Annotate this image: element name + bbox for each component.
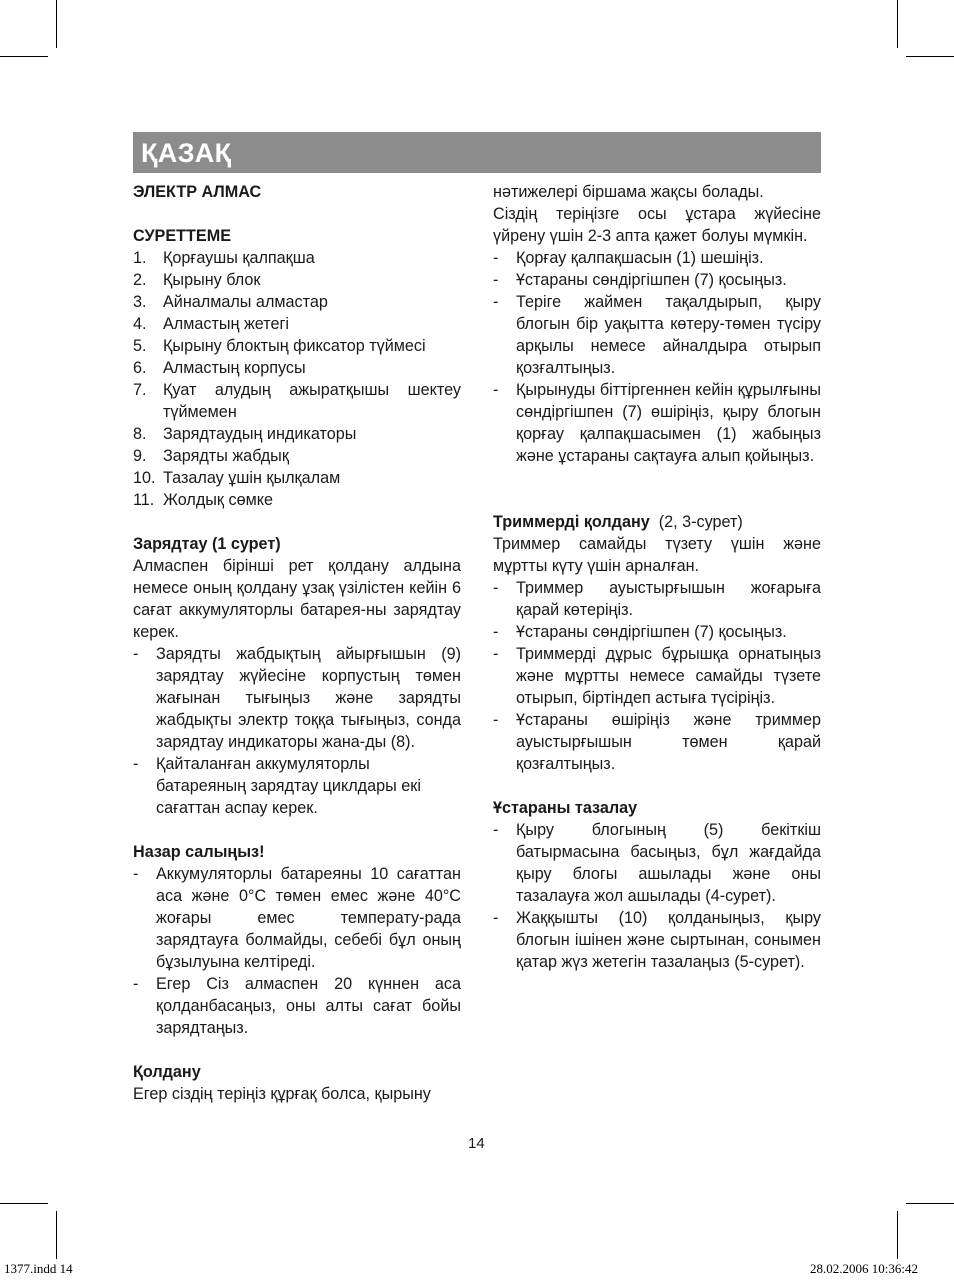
use-heading: Қолдану [133, 1063, 201, 1081]
description-heading: СУРЕТТЕМЕ [133, 227, 231, 245]
crop-mark [897, 0, 898, 48]
list-item: - Аккумуляторлы батареяны 10 сағаттан аса және 0°С төмен емес және 40°С жоғары емес температу-рада зарядтауға болмайды, себебі бұл оның бұзылуына келтіреді. [133, 865, 461, 971]
list-item: - Қайталанған аккумуляторлы батареяның зарядтау циклдары екі сағаттан аспау керек. [133, 755, 421, 817]
charging-text: Алмаспен бірінші рет қолдану алдына немесе оның қолдану ұзақ үзілістен кейін 6 сағат аккумуляторлы батарея-ны зарядтау керек. [133, 557, 461, 641]
section-title: ҚАЗАҚ [141, 138, 232, 168]
cleaning-list [493, 819, 821, 973]
trimmer-text: Триммер самайды түзету үшін және мұртты күту үшін арналған. [493, 535, 821, 575]
print-slug-file: 1377.indd 14 [4, 1261, 73, 1276]
list-item: - Егер Сіз алмаспен 20 күннен аса қолданбасаңыз, оны алты сағат бойы зарядтаңыз. [133, 975, 461, 1037]
crop-mark [0, 1203, 48, 1204]
trimmer-list [493, 577, 821, 775]
charging-heading: Зарядтау (1 сурет) [133, 535, 281, 553]
list-item: 9. Зарядты жабдық [133, 447, 289, 465]
trimmer-heading: Триммерді қолдану [493, 513, 650, 531]
list-item: 2. Қырыну блок [133, 271, 261, 289]
list-item: - Қыру блогының (5) бекіткіш батырмасына басыңыз, бұл жағдайда қыру блогы ашылады және оны тазалауға жол ашылады (4-сурет). [493, 821, 821, 905]
list-item: 4. Алмастың жетегі [133, 315, 289, 333]
left-column [133, 181, 461, 1105]
list-item: 1. Қорғаушы қалпақша [133, 249, 315, 267]
list-item: 6. Алмастың корпусы [133, 359, 306, 377]
cleaning-heading: Ұстараны тазалау [493, 799, 638, 817]
page-number: 14 [468, 1135, 485, 1152]
use-text-continued: нәтижелері біршама жақсы болады. [493, 183, 764, 201]
list-item: - Триммерді дұрыс бұрышқа орнатыңыз және мұртты немесе самайды түзете отырып, біртіндеп астыға түсіріңіз. [493, 645, 821, 707]
list-item: - Ұстараны өшіріңіз және триммер ауыстырғышын төмен қарай қозғалтыңыз. [493, 711, 821, 773]
list-item: - Ұстараны сөндіргішпен (7) қосыңыз. [493, 623, 787, 641]
list-item: 8. Зарядтаудың индикаторы [133, 425, 357, 443]
print-slug-date: 28.02.2006 10:36:42 [810, 1261, 918, 1276]
crop-mark [56, 0, 57, 48]
attention-list [133, 863, 461, 1039]
list-item: - Қорғау қалпақшасын (1) шешіңіз. [493, 249, 764, 267]
list-item: - Теріге жаймен тақалдырып, қыру блогын бір уақытта көтеру-төмен түсіру арқылы немесе айналдыра отырып қозғалтыңыз. [493, 293, 821, 377]
list-item: - Триммер ауыстырғышын жоғарыға қарай көтеріңіз. [493, 579, 821, 619]
list-item: - Қырынуды біттіргеннен кейін құрылғыны сөндіргішпен (7) өшіріңіз, қыру блогын қорғау қалпақшасымен (1) жабыңыз және ұстараны сақтауға алып қойыңыз. [493, 381, 821, 465]
parts-list [133, 247, 461, 511]
list-item: - Зарядты жабдықтың айырғышын (9) зарядтау жүйесіне корпустың төмен жағынан тығыңыз және зарядты жабдықты электр тоққа тығыңыз, сонда зарядтау индикаторы жана-ды (8). [133, 645, 461, 751]
trimmer-figure-ref: (2, 3-сурет) [658, 513, 743, 531]
list-item: - Ұстараны сөндіргішпен (7) қосыңыз. [493, 271, 787, 289]
use-text: Егер сіздің теріңіз құрғақ болса, қырыну [133, 1085, 431, 1103]
crop-mark [0, 56, 48, 57]
right-column [493, 181, 821, 973]
list-item: - Жаққышты (10) қолданыңыз, қыру блогын ішінен және сыртынан, сонымен қатар жүз жетегін тазалаңыз (5-сурет). [493, 909, 821, 971]
list-item: 11. Жолдық сөмке [133, 491, 274, 509]
crop-mark [897, 1211, 898, 1259]
crop-mark [906, 56, 954, 57]
list-item: 3. Айналмалы алмастар [133, 293, 328, 311]
list-item: 7. Қуат алудың ажыратқышы шектеу түймемен [133, 381, 461, 421]
section-banner [133, 132, 821, 173]
list-item: 5. Қырыну блоктың фиксатор түймесі [133, 337, 426, 355]
crop-mark [56, 1211, 57, 1259]
charging-list [133, 643, 461, 819]
use-text-adaptation: Сіздің теріңізге осы ұстара жүйесіне үйрену үшін 2-3 апта қажет болуы мүмкін. [493, 205, 821, 245]
use-list [493, 247, 821, 467]
trimmer-heading-line [493, 511, 821, 533]
crop-mark [906, 1203, 954, 1204]
product-heading: ЭЛЕКТР АЛМАС [133, 183, 262, 201]
attention-heading: Назар салыңыз! [133, 843, 265, 861]
list-item: 10. Тазалау ұшін қылқалам [133, 469, 341, 487]
